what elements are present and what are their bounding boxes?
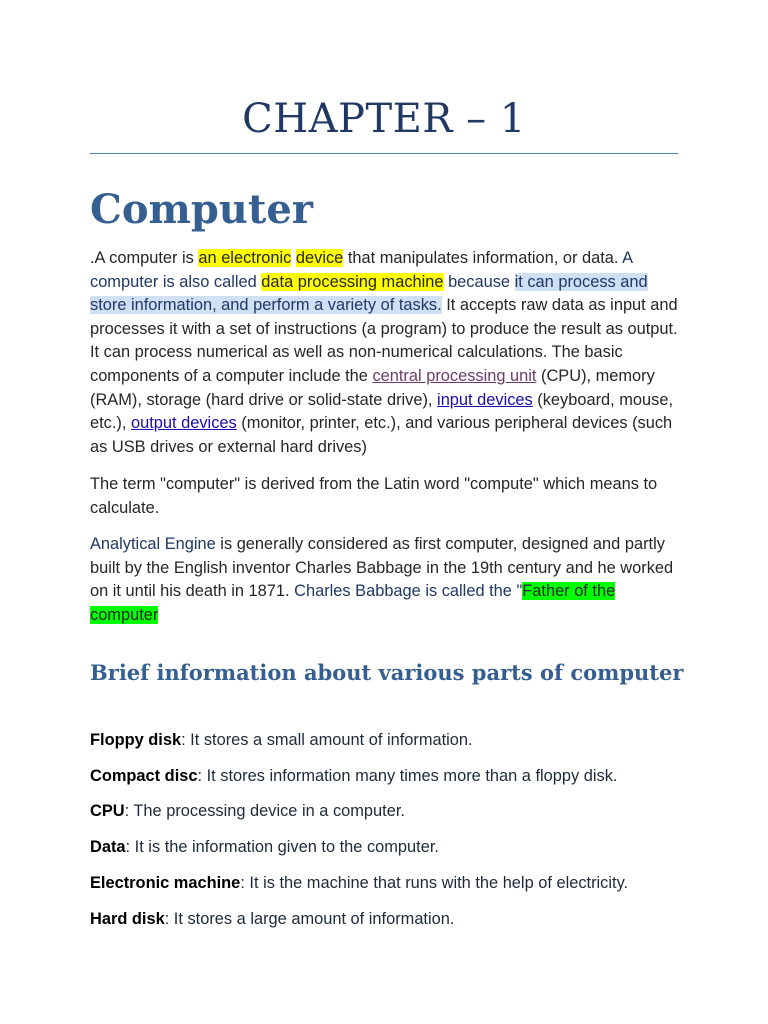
definition-text: : It is the machine that runs with the help of electricity. bbox=[240, 874, 629, 892]
definition-text: : It stores a large amount of information. bbox=[164, 910, 455, 928]
subheading: Brief information about various parts of computer bbox=[90, 660, 684, 685]
highlight-data-processing: data processing machine bbox=[261, 272, 444, 291]
babbage-paragraph bbox=[90, 533, 680, 627]
link-output-devices[interactable]: output devices bbox=[131, 414, 237, 433]
highlight-electronic: an electronic bbox=[198, 249, 292, 267]
intro-text: that manipulates information, or data. bbox=[343, 249, 623, 267]
intro-text: It accepts raw data as input and processes it with a set of instructions (a program) to produce the result as output. It can process numerical as well as non-numerical calculations. bbox=[90, 296, 678, 362]
definition-item bbox=[90, 874, 690, 893]
intro-text: USB bbox=[111, 437, 146, 456]
definition-term: Hard disk bbox=[90, 910, 165, 928]
babbage-text: Charles Babbage is called the " bbox=[294, 582, 523, 601]
definition-item bbox=[90, 802, 690, 821]
babbage-text: is generally considered as first computer, designed and partly built by the English inventor Charles Babbage in the 19th century and he worked on it until his death in 1871. bbox=[90, 535, 674, 601]
definition-item bbox=[90, 731, 690, 750]
term-paragraph: The term "computer" is derived from the Latin word "compute" which means to calculate. bbox=[90, 475, 658, 518]
definition-text: : It stores a small amount of information. bbox=[181, 731, 473, 749]
title-divider bbox=[90, 153, 678, 154]
intro-text: drives or external hard drives) bbox=[145, 437, 367, 456]
highlight-device: device bbox=[295, 249, 344, 267]
definition-term: Data bbox=[90, 838, 126, 856]
definition-text: : The processing device in a computer. bbox=[124, 802, 405, 820]
definition-text: : It is the information given to the computer. bbox=[125, 838, 439, 856]
intro-text: (monitor, printer, etc.), and various peripheral devices (such as bbox=[90, 414, 673, 456]
link-central-processing-unit[interactable]: central processing unit bbox=[372, 366, 537, 385]
definition-item bbox=[90, 838, 690, 857]
link-input-devices[interactable]: input devices bbox=[437, 390, 533, 409]
definition-item bbox=[90, 767, 690, 786]
analytical-engine-text: Analytical Engine bbox=[90, 535, 216, 553]
chapter-title: CHAPTER – 1 bbox=[242, 96, 526, 142]
intro-text: because bbox=[443, 272, 515, 291]
intro-text: .A computer is bbox=[90, 249, 199, 267]
definition-term: Floppy disk bbox=[90, 731, 182, 749]
definition-term: CPU bbox=[90, 802, 125, 820]
definition-term: Electronic machine bbox=[90, 874, 241, 892]
section-heading: Computer bbox=[90, 186, 313, 233]
intro-paragraph bbox=[90, 247, 680, 459]
intro-text: (CPU), memory (RAM), storage (hard drive or solid-state drive), bbox=[90, 366, 655, 409]
definition-term: Compact disc bbox=[90, 767, 198, 785]
intro-text: A computer is also called bbox=[90, 249, 633, 291]
definition-text: : It stores information many times more than a floppy disk. bbox=[197, 767, 618, 785]
highlight-father-of-computer: Father of the computer bbox=[90, 582, 616, 624]
definition-item bbox=[90, 910, 690, 929]
highlight-selection: it can process and store information, and perform a variety of tasks. bbox=[90, 272, 648, 315]
intro-text: The basic components of a computer include the bbox=[90, 343, 623, 385]
intro-text: (keyboard, mouse, etc.), bbox=[90, 390, 674, 433]
